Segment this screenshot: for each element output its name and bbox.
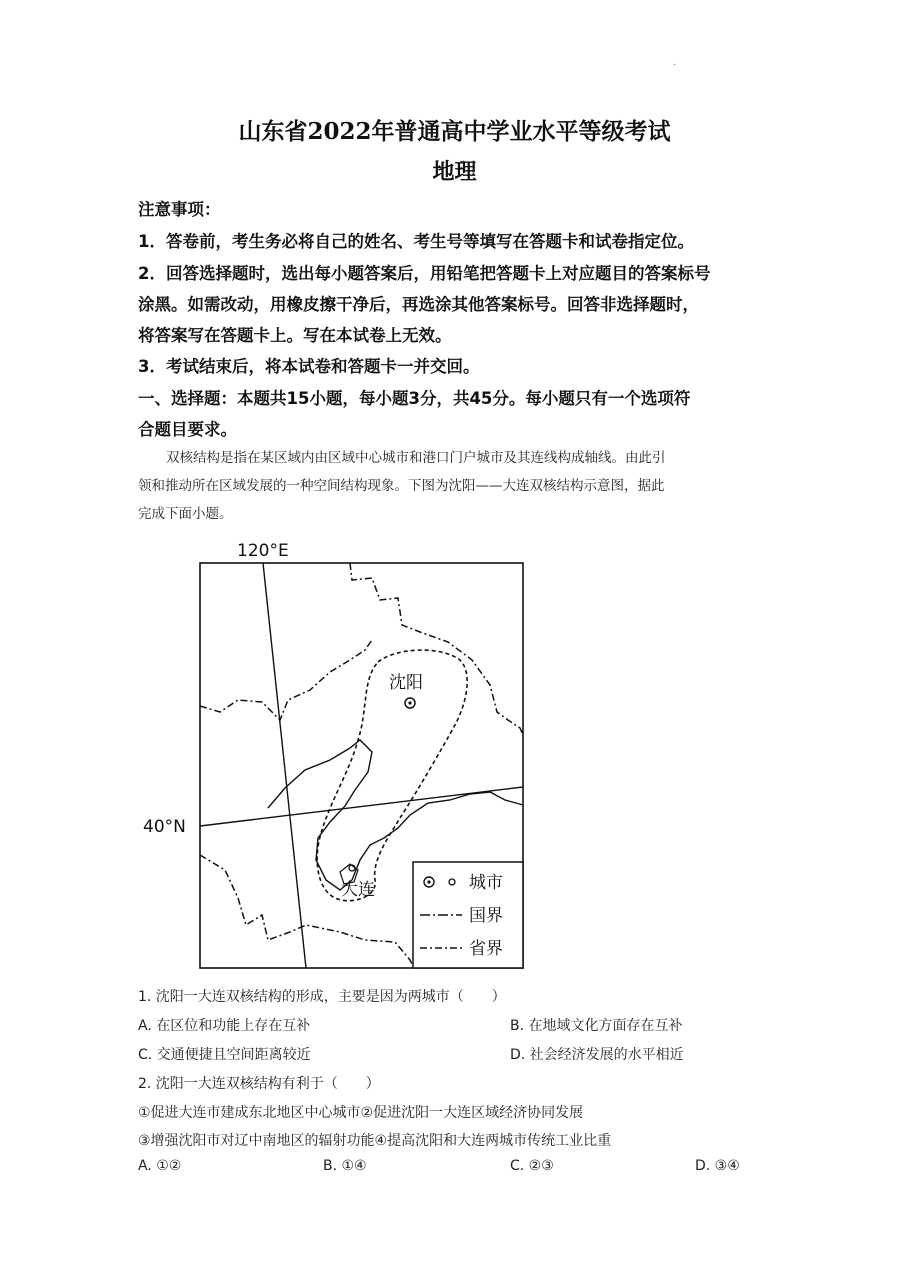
legend-provincial-label: 省界	[469, 939, 503, 959]
legend-city-label: 城市	[469, 873, 503, 893]
legend-national-label: 国界	[469, 906, 503, 926]
longitude-label: 120°E	[237, 541, 289, 561]
passage-line-3: 完成下面小题。	[138, 506, 233, 522]
q2-option-c[interactable]: C. ②③	[510, 1158, 554, 1174]
notes-heading: 注意事项：	[138, 200, 221, 219]
q1-option-c[interactable]: C. 交通便捷且空间距离较近	[138, 1047, 311, 1063]
exam-title: 山东省2022年普通高中学业水平等级考试	[238, 118, 671, 145]
corner-mark: ·	[673, 60, 677, 71]
dalian-label: 大连	[341, 880, 375, 900]
shenyang-city-dot	[408, 701, 411, 704]
section-heading-line-1: 一、选择题：本题共15小题，每小题3分，共45分。每小题只有一个选项符	[138, 389, 691, 408]
meridian-line	[263, 563, 306, 968]
passage-line-2: 领和推动所在区域发展的一种空间结构现象。下图为沈阳——大连双核结构示意图，据此	[138, 478, 665, 494]
q2-stem: 2. 沈阳一大连双核结构有利于（ ）	[138, 1076, 380, 1092]
notes-item-1: 1．答卷前，考生务必将自己的姓名、考生号等填写在答题卡和试卷指定位。	[138, 232, 694, 251]
legend-city-icon-large-dot	[427, 880, 430, 883]
q1-option-b[interactable]: B. 在地域文化方面存在互补	[510, 1018, 683, 1034]
q2-statements-line-2: ③增强沈阳市对辽中南地区的辐射功能④提高沈阳和大连两城市传统工业比重	[138, 1133, 612, 1149]
q2-statements-line-1: ①促进大连市建成东北地区中心城市②促进沈阳一大连区域经济协同发展	[138, 1105, 584, 1121]
notes-item-2-line-1: 2．回答选择题时，选出每小题答案后，用铅笔把答题卡上对应题目的答案标号	[138, 264, 711, 283]
q2-option-b[interactable]: B. ①④	[323, 1158, 367, 1174]
q2-option-d[interactable]: D. ③④	[695, 1158, 740, 1174]
q1-option-d[interactable]: D. 社会经济发展的水平相近	[510, 1047, 684, 1063]
notes-item-2-line-2: 涂黑。如需改动，用橡皮擦干净后，再选涂其他答案标号。回答非选择题时，	[138, 295, 699, 314]
notes-item-2-line-3: 将答案写在答题卡上。写在本试卷上无效。	[138, 326, 452, 345]
passage-line-1: 双核结构是指在某区域内由区域中心城市和港口门户城市及其连线构成轴线。由此引	[166, 450, 666, 466]
q1-option-a[interactable]: A. 在区位和功能上存在互补	[138, 1018, 311, 1034]
subject-title: 地理	[432, 159, 477, 185]
shenyang-label: 沈阳	[389, 673, 423, 693]
q2-option-a[interactable]: A. ①②	[138, 1158, 182, 1174]
latitude-label: 40°N	[143, 817, 186, 837]
notes-item-3: 3．考试结束后，将本试卷和答题卡一并交回。	[138, 357, 480, 376]
section-heading-line-2: 合题目要求。	[138, 420, 237, 439]
q1-stem: 1. 沈阳一大连双核结构的形成，主要是因为两城市（ ）	[138, 989, 506, 1005]
